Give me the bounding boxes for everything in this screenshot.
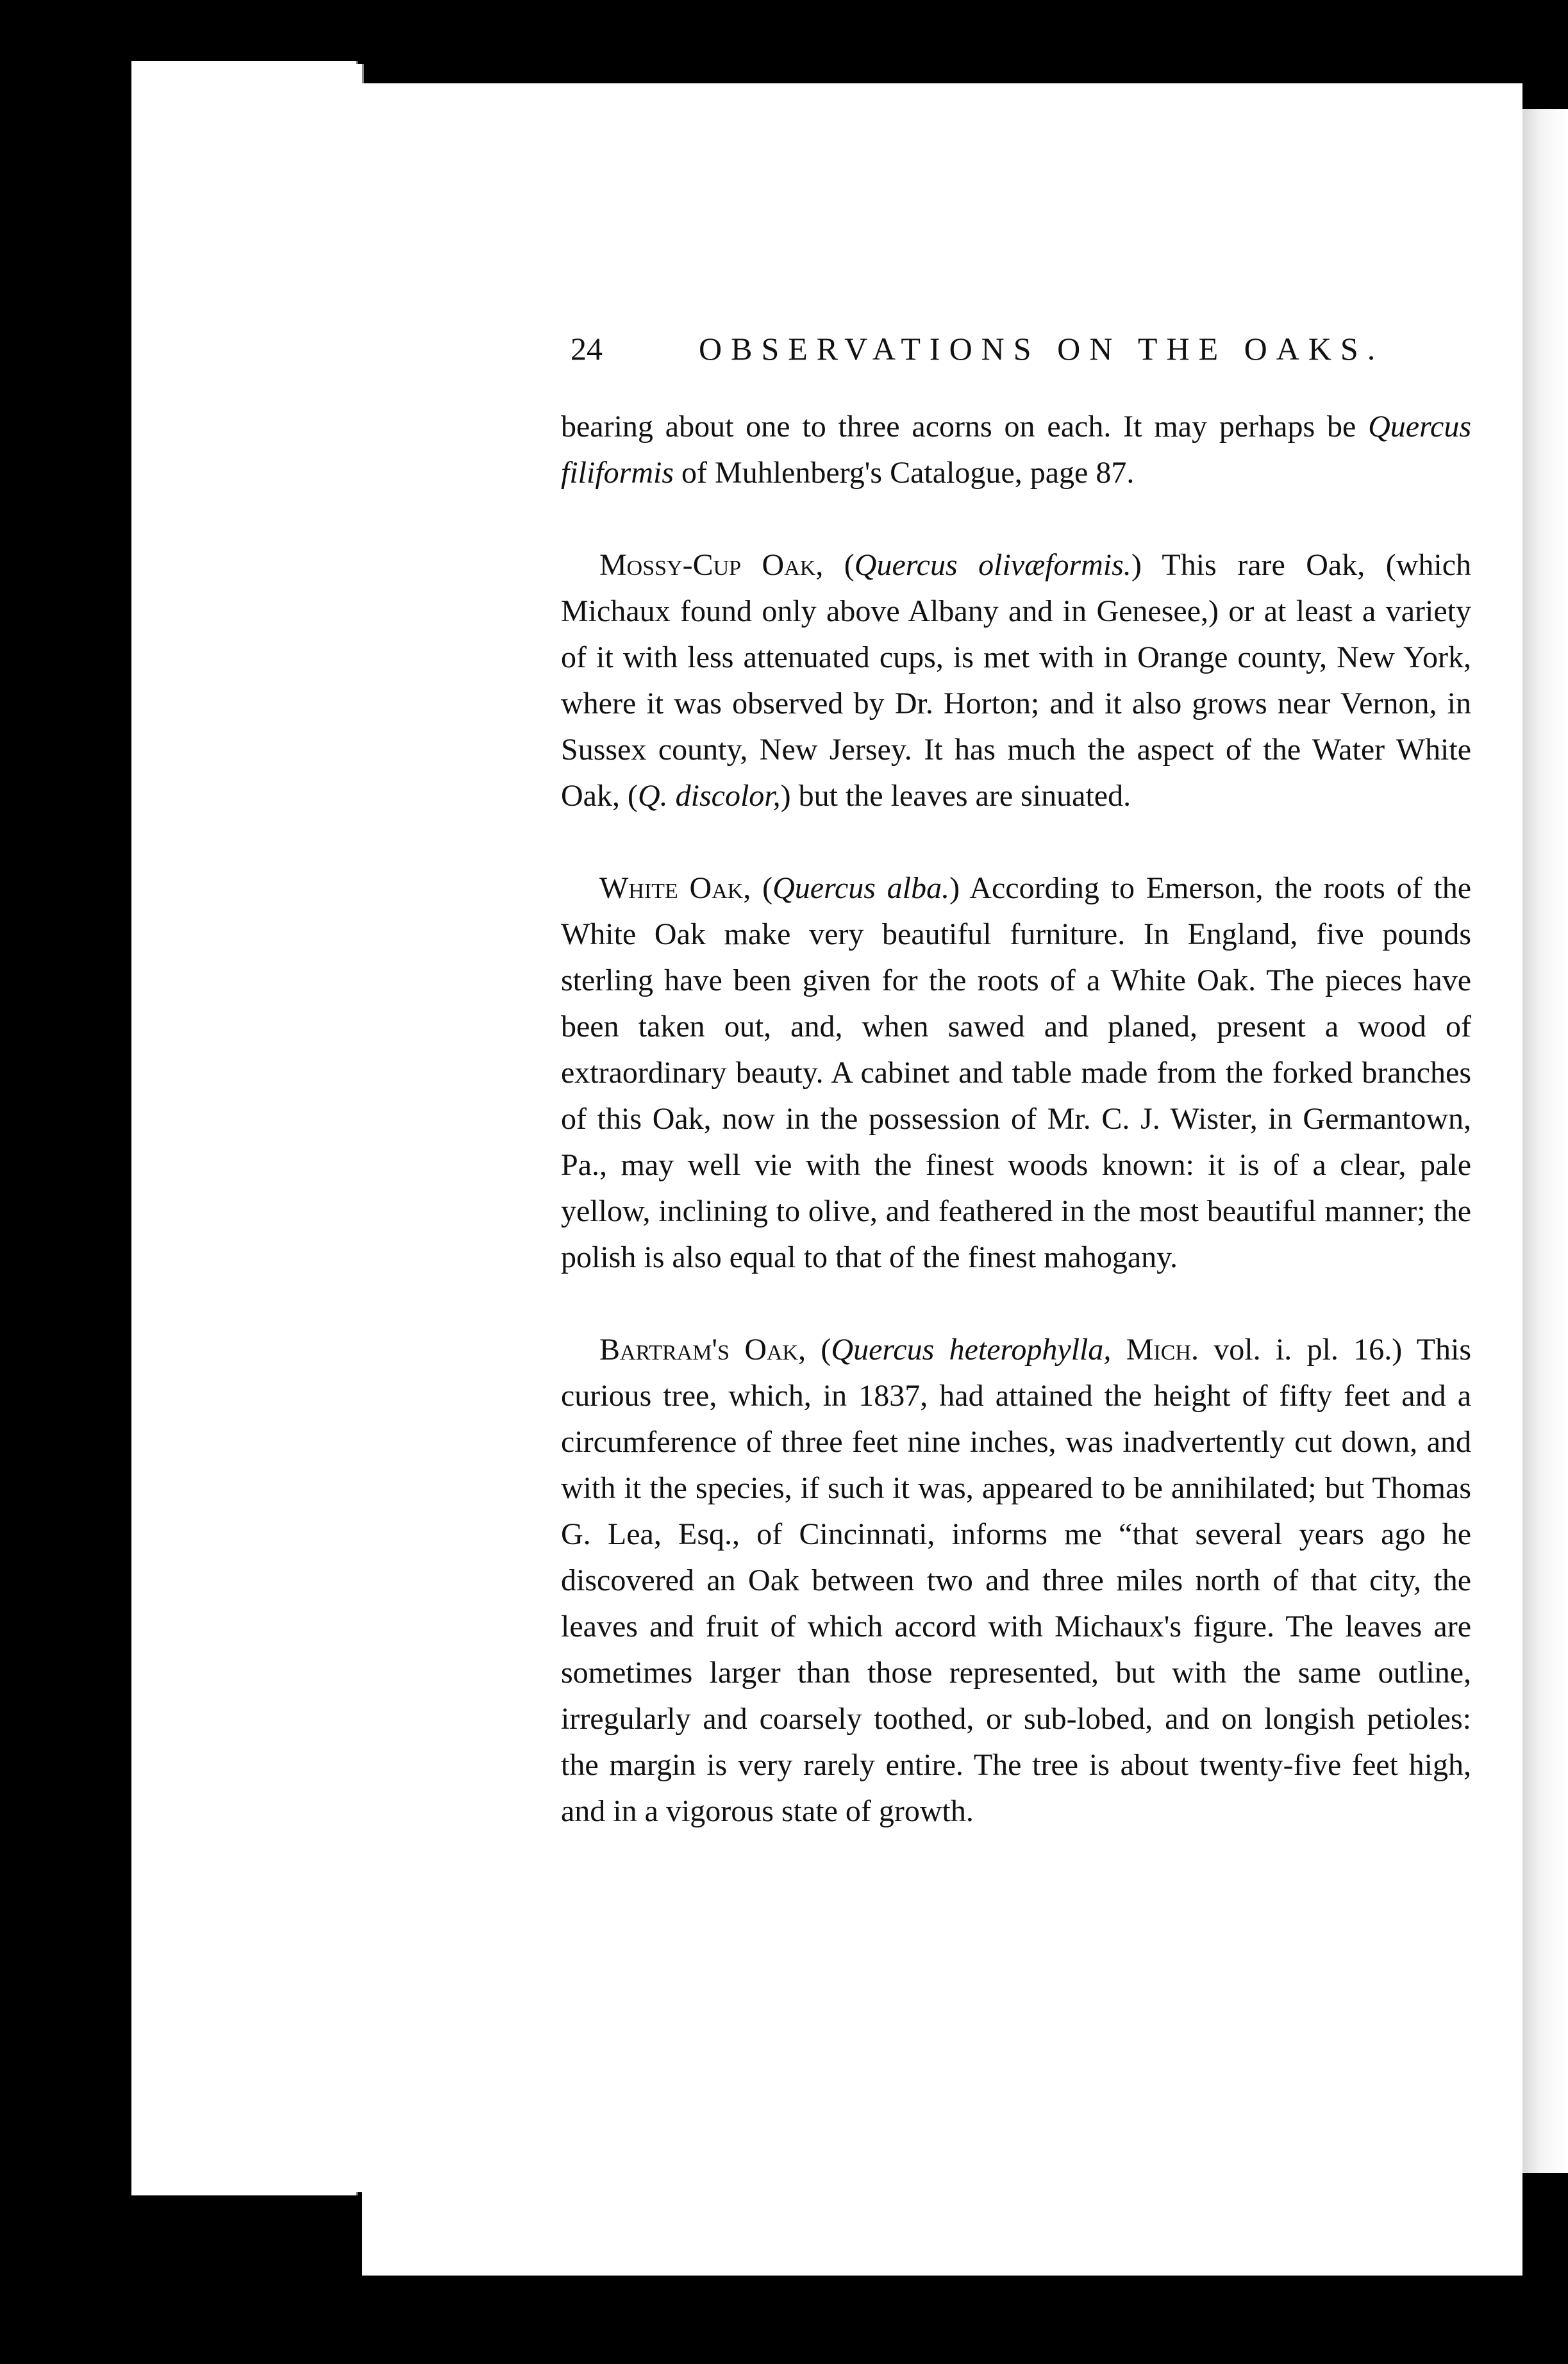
- species-name: Quercus olivæformis.: [854, 548, 1131, 582]
- paren-open: , (: [798, 1333, 831, 1367]
- species-name: Q. discolor,: [637, 779, 781, 813]
- body-text: [561, 404, 1471, 1835]
- oak-name: Bartram's Oak: [599, 1333, 799, 1367]
- running-title: OBSERVATIONS ON THE OAKS.: [699, 331, 1385, 367]
- continuation-paragraph: [561, 404, 1471, 496]
- paren-open: , (: [815, 548, 855, 582]
- paragraph-text: ) This rare Oak, (which Michaux found only above Albany and in Genesee,) or at least a variety of it with less attenuated cups, is met with in Orange county, New York, where it was observed by Dr. Horton; and it also grows near Vernon, in Sussex county, New Jersey. It has much the aspect of the Water White Oak, (: [561, 548, 1472, 813]
- continuation-text: of Muhlenberg's Catalogue, page 87.: [674, 456, 1135, 490]
- reference-author: Mich.: [1126, 1333, 1199, 1367]
- paragraph-text: ) but the leaves are sinuated.: [780, 779, 1131, 813]
- running-header: [571, 330, 1481, 388]
- page-edge: [337, 83, 364, 2154]
- page-number: 24: [571, 331, 603, 367]
- paren-open: , (: [743, 871, 773, 905]
- oak-name: White Oak: [599, 871, 744, 905]
- paragraph-text: vol. i. pl. 16.) This curious tree, which, in 1837, had attained the height of fifty feet and a circumference of three feet nine inches, was inadvertently cut down, and with it the species, if such it was, appeared to be annihilated; but Thomas G. Lea, Esq., of Cincinnati, informs me “that several years ago he discovered an Oak between two and three miles north of that city, the leaves and fruit of which accord with Michaux's figure. The leaves are sometimes larger than those represented, but with the same outline, irregularly and coarsely toothed, or sub-lobed, and on longish petioles: the margin is very rarely entire. The tree is about twenty-five feet high, and in a vigorous state of growth.: [561, 1333, 1472, 1828]
- white-oak-paragraph: [561, 865, 1471, 1281]
- species-name: Quercus heterophylla,: [831, 1333, 1112, 1367]
- paragraph-text: ) According to Emerson, the roots of the White Oak make very beautiful furniture. In England, five pounds sterling have been given for the roots of a White Oak. The pieces have been taken out, and, when sawed and planed, present a wood of extraordinary beauty. A cabinet and table made from the forked branches of this Oak, now in the possession of Mr. C. J. Wister, in Germantown, Pa., may well vie with the finest woods known: it is of a clear, pale yellow, inclining to olive, and feathered in the most beautiful manner; the polish is also equal to that of the finest mahogany.: [561, 871, 1472, 1274]
- facing-page-edge: [1522, 109, 1568, 2173]
- mossy-cup-oak-paragraph: [561, 542, 1471, 819]
- species-name: Quercus filiformis: [561, 410, 1471, 490]
- species-name: Quercus alba.: [772, 871, 950, 905]
- oak-name: Mossy-Cup Oak: [599, 548, 816, 582]
- bartram-oak-paragraph: [561, 1327, 1471, 1835]
- continuation-text: bearing about one to three acorns on each. It may perhaps be: [561, 410, 1369, 444]
